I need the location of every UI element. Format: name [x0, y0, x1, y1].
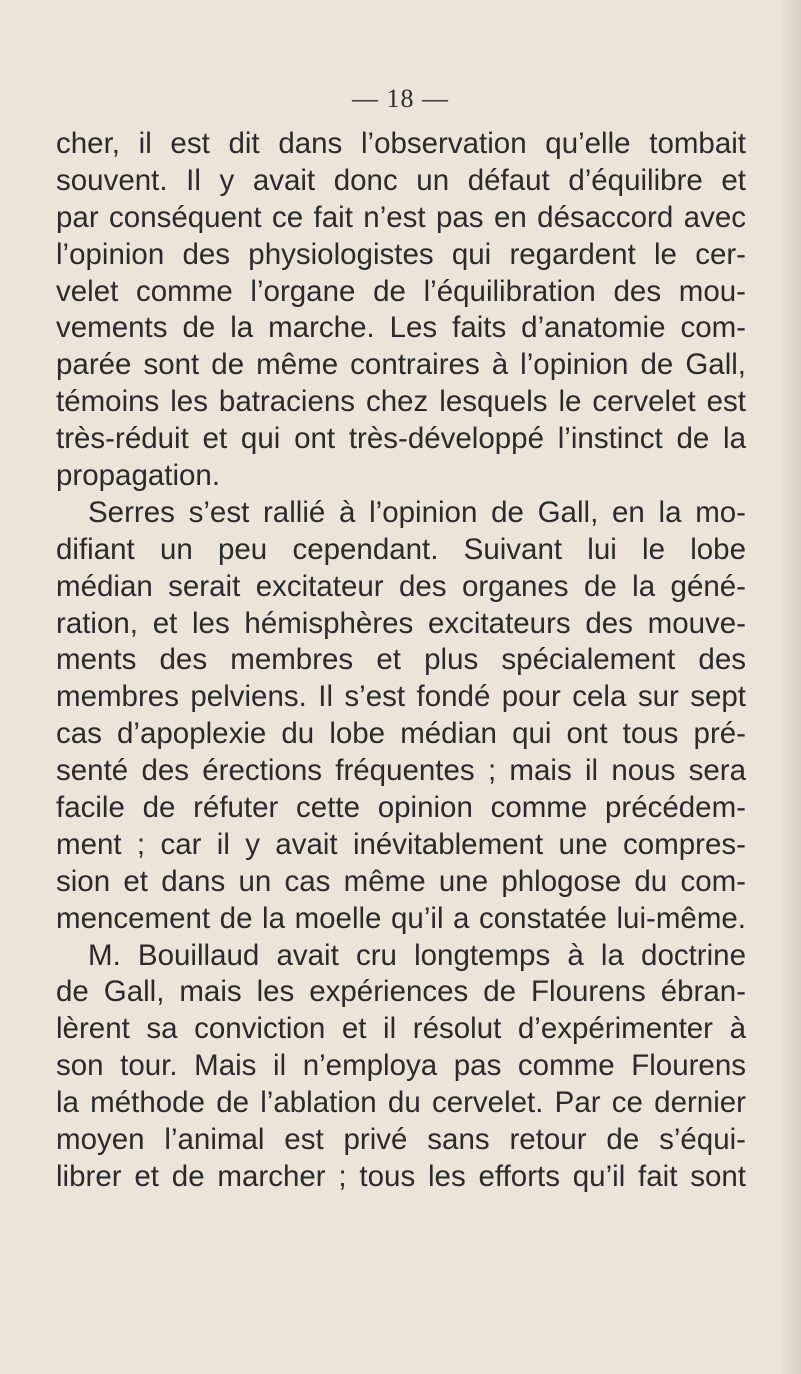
text-line: Serres s’est rallié à l’opinion de Gall, en la mo-: [88, 495, 746, 529]
text-line: cher, il est dit dans l’observation qu’elle tombait: [56, 127, 746, 160]
text-line: difiant un peu cependant. Suivant lui le lobe: [56, 532, 746, 566]
body-text: [56, 126, 746, 1196]
text-line: moyen l’animal est privé sans retour de s’équi-: [56, 1123, 746, 1157]
text-line: l’opinion des physiologistes qui regardent le cer-: [56, 237, 746, 271]
page-edge-shadow: [779, 0, 801, 1374]
text-line: ration, et les hémisphères excitateurs des mouve-: [56, 606, 746, 640]
text-line: facile de réfuter cette opinion comme précédem-: [56, 791, 746, 825]
text-line: de Gall, mais les expériences de Flourens ébran-: [56, 975, 746, 1009]
text-line: propagation.: [56, 459, 221, 493]
text-line: son tour. Mais il n’employa pas comme Flourens: [56, 1049, 746, 1083]
page-number: — 18 —: [352, 84, 449, 113]
text-line: parée sont de même contraires à l’opinion de Gall,: [56, 348, 746, 382]
text-line: médian serait excitateur des organes de la géné-: [56, 569, 746, 603]
text-line: lèrent sa conviction et il résolut d’expérimenter à: [56, 1012, 746, 1046]
text-line: souvent. Il y avait donc un défaut d’équilibre et: [56, 163, 746, 197]
text-line: témoins les batraciens chez lesquels le cervelet est: [56, 385, 746, 419]
text-line: par conséquent ce fait n’est pas en désaccord avec: [56, 200, 746, 234]
text-line: la méthode de l’ablation du cervelet. Par ce dernier: [56, 1086, 746, 1120]
text-line: sion et dans un cas même une phlogose du com-: [56, 864, 746, 898]
text-line: senté des érections fréquentes ; mais il nous sera: [56, 754, 746, 788]
text-line: librer et de marcher ; tous les efforts qu’il fait sont: [56, 1159, 746, 1193]
text-line: membres pelviens. Il s’est fondé pour cela sur sept: [56, 680, 746, 714]
text-line: très-réduit et qui ont très-développé l’instinct de la: [56, 422, 746, 456]
text-line: mencement de la moelle qu’il a constatée lui-même.: [56, 901, 746, 935]
text-line: ments des membres et plus spécialement des: [56, 643, 746, 677]
text-line: vements de la marche. Les faits d’anatomie com-: [56, 311, 746, 345]
text-line: cas d’apoplexie du lobe médian qui ont tous pré-: [56, 717, 746, 751]
text-line: M. Bouillaud avait cru longtemps à la doctrine: [88, 938, 746, 972]
text-line: velet comme l’organe de l’équilibration des mou-: [56, 274, 746, 308]
text-line: ment ; car il y avait inévitablement une compres-: [56, 827, 746, 861]
